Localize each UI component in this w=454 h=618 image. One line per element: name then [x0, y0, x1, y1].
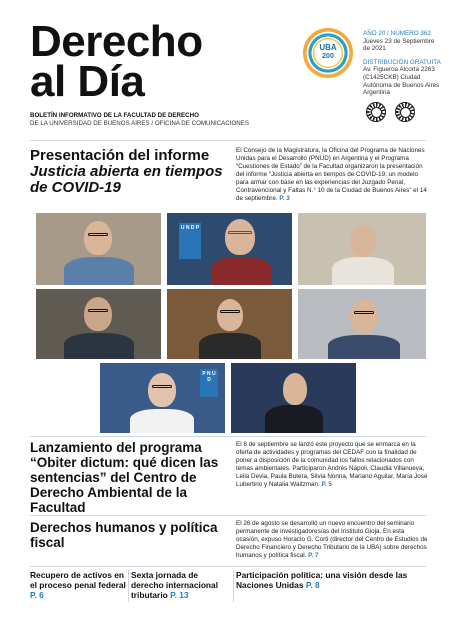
participant-tile-3	[298, 213, 426, 285]
story2-page-ref[interactable]: P. 5	[321, 481, 332, 488]
masthead-title-line2: al Día	[30, 57, 145, 106]
header-divider	[30, 140, 426, 141]
participant-tile-7	[100, 363, 225, 433]
teaser-participacion-text: Participación política: una visión desde las Naciones Unidas	[236, 570, 408, 590]
university-seal-icon	[366, 102, 386, 122]
tagline-line1: BOLETÍN INFORMATIVO DE LA FACULTAD DE DERECHO	[30, 112, 199, 119]
distribution-label: DISTRIBUCIÓN GRATUITA	[363, 58, 441, 66]
tagline-line2: DE LA UNIVERSIDAD DE BUENOS AIRES / OFICINA DE COMUNICACIONES	[30, 119, 250, 127]
faculty-seal-icon	[395, 102, 415, 122]
teaser-participacion[interactable]	[236, 570, 426, 590]
pnud-logo-label: P N U D	[202, 371, 216, 383]
issue-date-line2: de 2021	[363, 45, 386, 53]
teaser-tributario-ref[interactable]: P. 13	[170, 590, 189, 600]
address-line4: Argentina	[363, 89, 390, 97]
story3-headline[interactable]: Derechos humanos y política fiscal	[30, 520, 218, 550]
uba-logo-text	[316, 42, 340, 64]
masthead-tagline	[30, 112, 249, 127]
teaser-divider-2	[233, 570, 234, 602]
participant-tile-2	[167, 213, 292, 285]
uba-logo-number: 200	[322, 53, 334, 60]
section-divider-3	[30, 566, 426, 567]
story2-headline[interactable]: Lanzamiento del programa “Obiter dictum: qué dicen las sentencias” del Centro de Derecho Ambiental de la Facultad	[30, 440, 219, 515]
video-call-photo	[30, 213, 426, 434]
lead-page-ref[interactable]: P. 3	[279, 195, 290, 202]
lead-headline-italic: Justicia abierta en tiempos de COVID-19	[30, 163, 223, 196]
story3-page-ref[interactable]: P. 7	[308, 552, 319, 559]
uba-logo-name: UBA	[319, 43, 337, 52]
teaser-participacion-ref[interactable]: P. 8	[305, 580, 320, 590]
participant-tile-6	[298, 289, 426, 359]
teaser-recupero[interactable]	[30, 570, 126, 600]
pnud-logo-icon	[200, 369, 218, 397]
participant-tile-1	[36, 213, 161, 285]
lead-summary	[236, 147, 428, 203]
participant-tile-8	[231, 363, 356, 433]
address-line2: (C1425CKB) Ciudad	[363, 73, 421, 81]
address-line1: Av. Figueroa Alcorta 2263	[363, 66, 435, 74]
participant-tile-5	[167, 289, 292, 359]
teaser-tributario[interactable]	[131, 570, 231, 600]
teaser-recupero-ref[interactable]: P. 6	[30, 590, 44, 600]
participant-tile-4	[36, 289, 161, 359]
teaser-recupero-text: Recupero de activos en el proceso penal federal	[30, 570, 126, 590]
story2-summary	[236, 441, 428, 489]
teaser-tributario-text: Sexta jornada de derecho internacional tributario	[131, 570, 219, 600]
story3-summary	[236, 520, 428, 560]
issue-info	[363, 30, 453, 97]
uba-200-logo	[303, 28, 353, 78]
issue-date-line1: Jueves 23 de Septiembre	[363, 37, 435, 45]
story3-summary-text: El 26 de agosto se desarrolló un nuevo encuentro del seminario permanente de investigadores/as del Instituto Gioja. En esta ocasión, expuso Horacio G. Corti (director del Centro de Estudios de Derecho Financiero y Derecho Tributario de la UBA) sobre derechos humanos y política fiscal.	[236, 520, 428, 559]
section-divider-1	[30, 436, 426, 437]
masthead-title-line1: Derecho	[30, 17, 203, 66]
teaser-divider-1	[128, 570, 129, 602]
lead-headline-line1: Presentación del informe	[30, 147, 210, 164]
story2-summary-text: El 8 de septiembre se lanzó este proyecto que se enmarca en la oferta de actividades y programas del CEDAF con la finalidad de poner a disposición de la comunidad los fallos relacionados con temas ambientales. Participaron Andrés Nápoli, Claudia Villanueva, Leila Devia, Paula Butera, Silvia Nonna, Mariano Aguilar, María José Lubertino y Natalia Waitzman.	[236, 441, 428, 488]
undp-logo-icon	[179, 223, 201, 259]
masthead	[30, 17, 270, 106]
lead-headline[interactable]	[30, 148, 230, 196]
masthead-title	[30, 17, 270, 106]
section-divider-2	[30, 515, 426, 516]
lead-summary-text: El Consejo de la Magistratura, la Oficina del Programa de Naciones Unidas para el Desarrollo (PNUD) en Argentina y el Programa “Cuestiones de Estado” de la Facultad organizaron la presentación del informe “Justicia abierta en tiempos de COVID-19: un modelo para armar con base en las experiencias del Juzgado Penal, Contravencional y Faltas N.° 10 de la Ciudad de Buenos Aires” el 14 de septiembre.	[236, 147, 427, 202]
address-line3: Autónoma de Buenos Aires	[363, 81, 440, 89]
issue-number: AÑO 20 / NÚMERO 362	[363, 30, 431, 37]
undp-logo-label: U N D P	[180, 225, 200, 231]
